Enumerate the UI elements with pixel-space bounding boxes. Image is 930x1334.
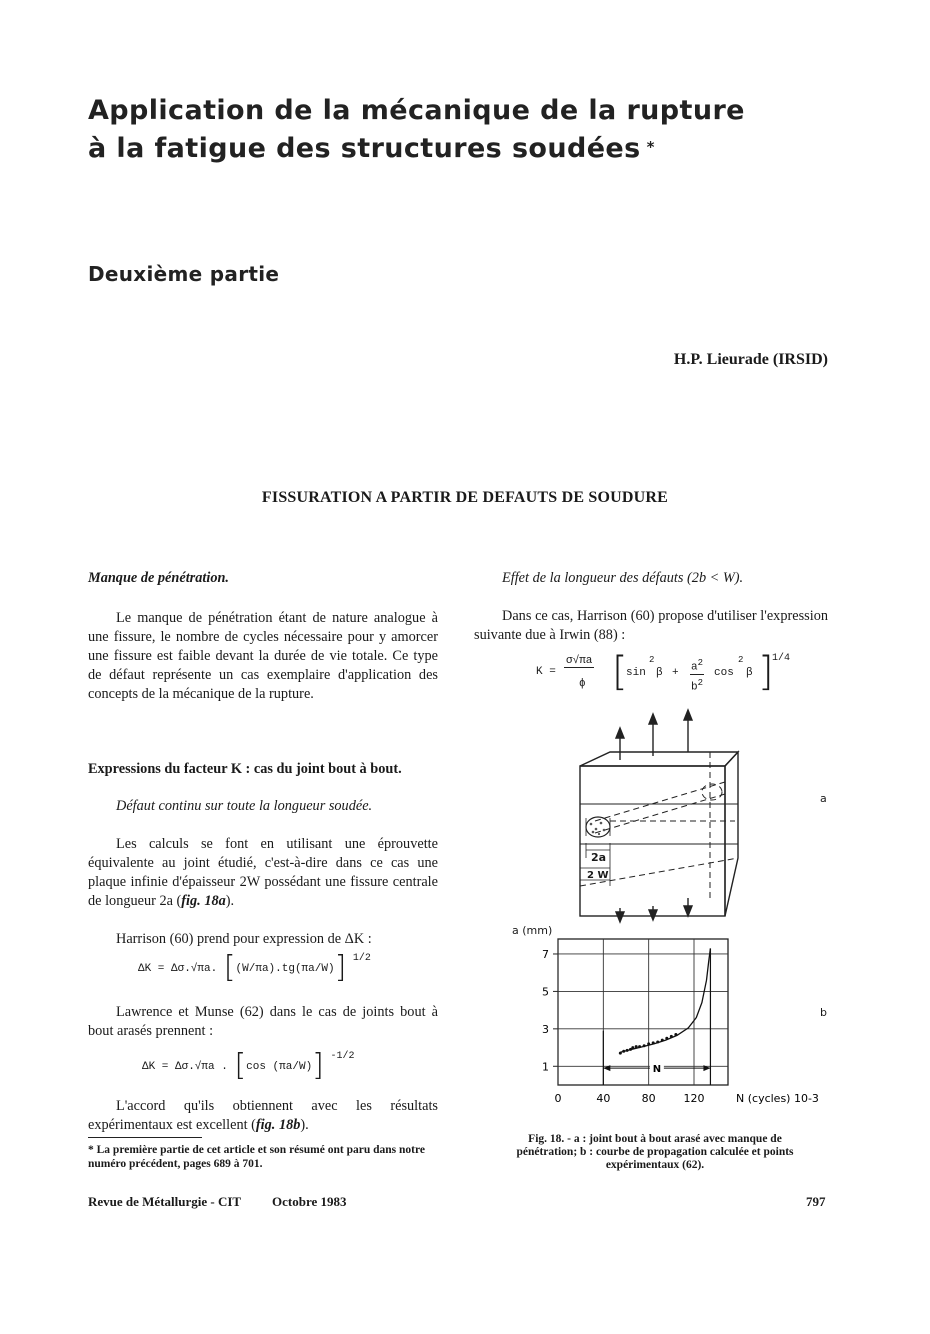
- figure-label-a: a: [820, 792, 827, 805]
- eq-plus: +: [672, 667, 679, 679]
- fig-ref-18a: fig. 18a: [181, 893, 226, 909]
- figure-18b-chart: [530, 935, 819, 1115]
- footer-page-number: 797: [806, 1194, 826, 1209]
- eq-b: b: [691, 681, 698, 694]
- paragraph-2: [88, 835, 438, 911]
- eq-b2: [691, 678, 703, 694]
- paragraph-4: Lawrence et Munse (62) dans le cas de joints bout à bout arasés prennent :: [88, 1004, 438, 1039]
- figure-18a-specimen: [560, 708, 760, 923]
- experimental-point: [619, 1052, 622, 1055]
- equation-lawrence: [142, 1048, 355, 1083]
- footnote-rule: [88, 1137, 202, 1138]
- equation-harrison: [138, 950, 371, 985]
- x-tick-label: 120: [683, 1092, 705, 1105]
- title-line-2: [88, 130, 808, 168]
- chart-xlabel: N (cycles) 10-3: [736, 1092, 819, 1105]
- experimental-point: [652, 1041, 655, 1044]
- eq-a: a: [691, 661, 698, 674]
- experimental-point: [635, 1045, 638, 1048]
- title-line-1: Application de la mécanique de la rupture: [88, 95, 745, 126]
- subhead-expressions: Expressions du facteur K : cas du joint bout à bout.: [88, 761, 402, 777]
- eq-exponent: 1/4: [772, 653, 791, 664]
- y-tick-label: 3: [542, 1022, 549, 1036]
- chart-ylabel: a (mm): [512, 924, 553, 937]
- footer-date: Octobre 1983: [272, 1194, 347, 1209]
- eq-beta-2: β: [746, 667, 753, 679]
- title-footnote-mark: *: [646, 138, 655, 156]
- experimental-point: [661, 1039, 664, 1042]
- eq2-inner: cos (πa/W): [246, 1060, 313, 1073]
- paragraph-1: Le manque de pénétration étant de nature analogue à une fissure, le nombre de cycles nécessaire pour y amorcer une fissure est faible devant la durée de vie totale. Ce type de défaut représente un cas exemplaire d'application des concepts de la mécanique de la rupture.: [88, 610, 438, 702]
- subhead-effet-longueur: Effet de la longueur des défauts (2b < W).: [502, 570, 744, 586]
- experimental-point: [622, 1050, 625, 1053]
- eq-numerator: σ√πa: [566, 655, 593, 667]
- subhead-defaut-continu: Défaut continu sur toute la longueur soudée.: [116, 798, 373, 814]
- x-tick-label: 40: [596, 1092, 611, 1105]
- paragraph-3: Harrison (60) prend pour expression de ΔK :: [116, 931, 372, 947]
- eq-b-square: 2: [697, 678, 704, 688]
- title-line-2-text: à la fatigue des structures soudées: [88, 133, 641, 164]
- eq-cos: cos: [714, 667, 734, 679]
- propagation-curve: [620, 948, 710, 1052]
- eq-bracket-close: ]: [758, 649, 774, 695]
- label-2w: 2 W: [587, 870, 609, 881]
- experimental-point: [665, 1037, 668, 1040]
- experimental-point: [638, 1045, 641, 1048]
- experimental-point: [631, 1046, 634, 1049]
- paragraph-2-text: Les calculs se font en utilisant une éprouvette équivalente au joint étudié, c'est-à-dire dans ce cas une plaque infinie d'épaisseur 2W possédant une fissure centrale de longueur 2a (: [88, 836, 438, 909]
- eq1-bracket-close: ]: [334, 950, 347, 985]
- subhead-manque: Manque de pénétration.: [88, 570, 229, 586]
- author: H.P. Lieurade (IRSID): [673, 351, 828, 368]
- part-subtitle: Deuxième partie: [88, 262, 280, 286]
- paragraph-5: [88, 1097, 438, 1135]
- eq2-exponent: -1/2: [330, 1051, 355, 1063]
- y-tick-label: 5: [542, 985, 549, 999]
- eq-a-square: 2: [697, 658, 704, 668]
- figure-label-b: b: [820, 1006, 827, 1019]
- equation-irwin: [536, 649, 816, 702]
- footnote: * La première partie de cet article et son résumé ont paru dans notre numéro précédent, pages 689 à 701.: [88, 1144, 425, 1170]
- eq-beta-1: β: [656, 667, 663, 679]
- eq1-inner: (W/πa).tg(πa/W): [235, 962, 335, 975]
- eq2-left: ΔK = Δσ.√πa .: [142, 1060, 228, 1073]
- paragraph-5-end: ).: [300, 1117, 309, 1133]
- experimental-point: [656, 1040, 659, 1043]
- eq2-bracket-open: [: [234, 1048, 247, 1083]
- eq-K: K =: [536, 666, 556, 678]
- y-tick-label: 7: [542, 947, 549, 961]
- interval-label: N: [652, 1064, 662, 1076]
- eq-sin-square: 2: [649, 655, 655, 665]
- y-tick-label: 1: [542, 1060, 549, 1074]
- label-2a: 2a: [591, 851, 607, 864]
- experimental-point: [674, 1033, 677, 1036]
- experimental-point: [647, 1042, 650, 1045]
- footer-journal: Revue de Métallurgie - CIT: [88, 1194, 242, 1209]
- eq-sin: sin: [626, 667, 646, 679]
- eq-bracket-open: [: [612, 649, 628, 695]
- x-tick-label: 80: [641, 1092, 656, 1105]
- eq1-left: ΔK = Δσ.√πa.: [138, 962, 218, 975]
- eq-cos-square: 2: [738, 655, 744, 665]
- experimental-point: [670, 1035, 673, 1038]
- experimental-point: [626, 1049, 629, 1052]
- eq1-exponent: 1/2: [352, 953, 371, 965]
- section-heading: FISSURATION A PARTIR DE DEFAUTS DE SOUDURE: [261, 489, 669, 506]
- right-paragraph-1: Dans ce cas, Harrison (60) propose d'utiliser l'expression suivante due à Irwin (88) :: [474, 608, 828, 643]
- figure-caption: Fig. 18. - a : joint bout à bout arasé avec manque de pénétration; b : courbe de propagation calculée et points expérimentaux (62).: [516, 1133, 794, 1171]
- experimental-point: [643, 1044, 646, 1047]
- plot-frame: [558, 939, 728, 1085]
- x-tick-label: 0: [554, 1092, 562, 1105]
- eq-a2: [690, 658, 704, 675]
- paragraph-2-end: ).: [225, 893, 235, 909]
- fig-ref-18b: fig. 18b: [255, 1117, 301, 1133]
- eq-denominator: ϕ: [579, 678, 586, 690]
- eq2-bracket-close: ]: [312, 1048, 324, 1083]
- paragraph-5-text: L'accord qu'ils obtiennent avec les résultats expérimentaux est excellent (: [88, 1098, 438, 1133]
- article-title: [88, 92, 808, 168]
- eq1-bracket-open: [: [223, 950, 236, 985]
